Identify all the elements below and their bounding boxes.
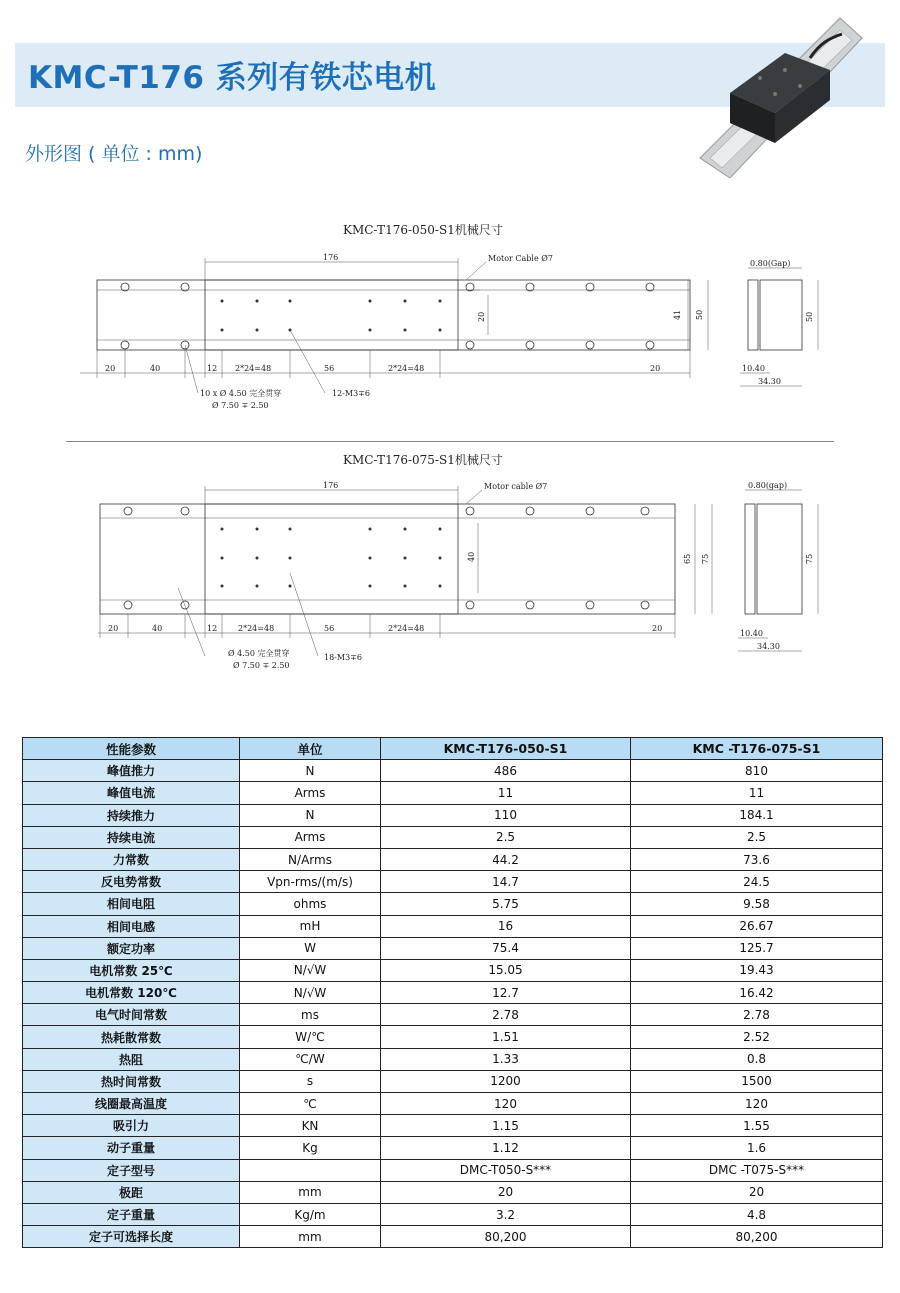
- svg-text:75: 75: [701, 553, 710, 564]
- value-050-cell: 11: [381, 782, 631, 804]
- value-050-cell: 1.51: [381, 1026, 631, 1048]
- drawing-2-stator-outline: [100, 504, 675, 614]
- header-model-050: KMC-T176-050-S1: [381, 738, 631, 760]
- drawing-2-length-dim: 176: [323, 481, 339, 490]
- table-row: [23, 1048, 883, 1070]
- table-row: [23, 826, 883, 848]
- value-050-cell: 1.33: [381, 1048, 631, 1070]
- header-unit: 单位: [240, 738, 381, 760]
- svg-text:10.40: 10.40: [740, 629, 763, 638]
- unit-cell: ℃/W: [240, 1048, 381, 1070]
- value-050-cell: 486: [381, 760, 631, 782]
- param-cell: 持续推力: [23, 804, 240, 826]
- svg-text:12: 12: [207, 364, 218, 373]
- value-050-cell: 3.2: [381, 1203, 631, 1225]
- unit-cell: Vpn-rms/(m/s): [240, 871, 381, 893]
- svg-text:2*24=48: 2*24=48: [388, 624, 425, 633]
- value-050-cell: 2.5: [381, 826, 631, 848]
- svg-text:20: 20: [108, 624, 119, 633]
- table-row: [23, 782, 883, 804]
- drawing-1: [0, 250, 900, 420]
- table-row: [23, 959, 883, 981]
- param-cell: 动子重量: [23, 1137, 240, 1159]
- table-row: [23, 1181, 883, 1203]
- svg-text:56: 56: [324, 624, 335, 633]
- drawing-1-thread-callout: 12-M3∓6: [332, 389, 370, 398]
- unit-cell: Arms: [240, 782, 381, 804]
- drawing-2-thread-holes: [221, 528, 442, 588]
- value-050-cell: 1.12: [381, 1137, 631, 1159]
- page-title: KMC-T176 系列有铁芯电机: [28, 60, 437, 96]
- unit-cell: N/Arms: [240, 848, 381, 870]
- value-075-cell: 1500: [631, 1070, 883, 1092]
- svg-text:2*24=48: 2*24=48: [235, 364, 272, 373]
- value-050-cell: 110: [381, 804, 631, 826]
- linear-motor-product-image: [690, 8, 870, 178]
- drawing-2-title: KMC-T176-075-S1机械尺寸: [343, 453, 503, 467]
- value-050-cell: 1.15: [381, 1115, 631, 1137]
- unit-cell: ohms: [240, 893, 381, 915]
- unit-cell: [240, 1159, 381, 1181]
- value-050-cell: 20: [381, 1181, 631, 1203]
- unit-cell: N/√W: [240, 982, 381, 1004]
- value-050-cell: 120: [381, 1093, 631, 1115]
- section-divider: [66, 441, 834, 442]
- unit-cell: N: [240, 804, 381, 826]
- table-row: [23, 871, 883, 893]
- drawing-2-mover-outline: [205, 504, 458, 614]
- svg-text:65: 65: [683, 553, 692, 564]
- value-050-cell: 14.7: [381, 871, 631, 893]
- drawing-1-cable-label: Motor Cable Ø7: [488, 254, 553, 263]
- value-075-cell: 2.78: [631, 1004, 883, 1026]
- param-cell: 定子重量: [23, 1203, 240, 1225]
- table-row: [23, 1026, 883, 1048]
- svg-text:34.30: 34.30: [757, 642, 780, 651]
- param-cell: 相间电感: [23, 915, 240, 937]
- param-cell: 峰值推力: [23, 760, 240, 782]
- spec-table: [22, 737, 883, 1248]
- unit-cell: mm: [240, 1226, 381, 1248]
- param-cell: 热时间常数: [23, 1070, 240, 1092]
- param-cell: 力常数: [23, 848, 240, 870]
- value-050-cell: 75.4: [381, 937, 631, 959]
- param-cell: 峰值电流: [23, 782, 240, 804]
- table-row: [23, 1004, 883, 1026]
- unit-cell: mm: [240, 1181, 381, 1203]
- value-050-cell: 15.05: [381, 959, 631, 981]
- unit-cell: Kg/m: [240, 1203, 381, 1225]
- drawing-2-hole-callout: Ø 4.50 完全贯穿: [228, 649, 290, 658]
- value-075-cell: 80,200: [631, 1226, 883, 1248]
- param-cell: 热耗散常数: [23, 1026, 240, 1048]
- param-cell: 吸引力: [23, 1115, 240, 1137]
- param-cell: 定子可选择长度: [23, 1226, 240, 1248]
- table-header-row: [23, 738, 883, 760]
- table-row: [23, 1093, 883, 1115]
- unit-cell: W: [240, 937, 381, 959]
- param-cell: 反电势常数: [23, 871, 240, 893]
- unit-cell: ℃: [240, 1093, 381, 1115]
- unit-cell: Arms: [240, 826, 381, 848]
- drawing-1-title: KMC-T176-050-S1机械尺寸: [343, 223, 503, 237]
- param-cell: 额定功率: [23, 937, 240, 959]
- table-row: [23, 915, 883, 937]
- value-075-cell: 26.67: [631, 915, 883, 937]
- value-050-cell: 16: [381, 915, 631, 937]
- value-050-cell: 1200: [381, 1070, 631, 1092]
- value-050-cell: 12.7: [381, 982, 631, 1004]
- unit-cell: s: [240, 1070, 381, 1092]
- drawing-1-counterbore-callout: Ø 7.50 ∓ 2.50: [212, 401, 269, 410]
- table-row: [23, 982, 883, 1004]
- svg-text:40: 40: [467, 551, 476, 562]
- svg-text:2*24=48: 2*24=48: [388, 364, 425, 373]
- drawing-2-mounting-holes: [124, 507, 649, 609]
- table-row: [23, 1203, 883, 1225]
- unit-cell: Kg: [240, 1137, 381, 1159]
- drawing-1-mover-outline: [205, 280, 458, 350]
- table-row: [23, 937, 883, 959]
- param-cell: 电机常数 25℃: [23, 959, 240, 981]
- table-row: [23, 893, 883, 915]
- drawing-1-mounting-holes: [121, 283, 654, 349]
- table-row: [23, 1070, 883, 1092]
- drawing-1-gap-label: 0.80(Gap): [750, 259, 791, 268]
- svg-text:20: 20: [652, 624, 663, 633]
- drawing-2: [0, 478, 900, 678]
- svg-text:50: 50: [805, 311, 814, 322]
- header-model-075: KMC -T176-075-S1: [631, 738, 883, 760]
- drawing-1-thread-holes: [221, 300, 442, 332]
- table-row: [23, 804, 883, 826]
- table-row: [23, 848, 883, 870]
- value-075-cell: 16.42: [631, 982, 883, 1004]
- header-param: 性能参数: [23, 738, 240, 760]
- value-075-cell: 20: [631, 1181, 883, 1203]
- value-075-cell: 73.6: [631, 848, 883, 870]
- drawing-2-gap-label: 0.80(gap): [748, 481, 788, 490]
- svg-text:41: 41: [673, 309, 682, 320]
- svg-text:20: 20: [650, 364, 661, 373]
- param-cell: 相间电阻: [23, 893, 240, 915]
- drawing-2-counterbore-callout: Ø 7.50 ∓ 2.50: [233, 661, 290, 670]
- param-cell: 线圈最高温度: [23, 1093, 240, 1115]
- table-row: [23, 1137, 883, 1159]
- svg-text:40: 40: [152, 624, 163, 633]
- svg-text:10.40: 10.40: [742, 364, 765, 373]
- unit-cell: mH: [240, 915, 381, 937]
- svg-text:56: 56: [324, 364, 335, 373]
- param-cell: 电机常数 120℃: [23, 982, 240, 1004]
- svg-text:34.30: 34.30: [758, 377, 781, 386]
- table-row: [23, 760, 883, 782]
- value-075-cell: 19.43: [631, 959, 883, 981]
- drawing-2-cable-label: Motor cable Ø7: [484, 482, 548, 491]
- value-075-cell: 810: [631, 760, 883, 782]
- param-cell: 持续电流: [23, 826, 240, 848]
- svg-text:20: 20: [477, 311, 486, 322]
- drawing-1-length-dim: 176: [323, 253, 339, 262]
- value-075-cell: 9.58: [631, 893, 883, 915]
- svg-text:20: 20: [105, 364, 116, 373]
- unit-cell: W/℃: [240, 1026, 381, 1048]
- value-075-cell: 1.55: [631, 1115, 883, 1137]
- table-row: [23, 1115, 883, 1137]
- svg-text:12: 12: [207, 624, 218, 633]
- value-075-cell: 120: [631, 1093, 883, 1115]
- unit-cell: KN: [240, 1115, 381, 1137]
- drawing-2-thread-callout: 18-M3∓6: [324, 653, 362, 662]
- value-050-cell: DMC-T050-S***: [381, 1159, 631, 1181]
- drawing-1-bottom-dims: [105, 364, 660, 373]
- drawing-1-hole-callout: 10 x Ø 4.50 完全贯穿: [200, 389, 282, 398]
- drawing-2-bottom-dims: [108, 624, 662, 633]
- value-075-cell: 2.52: [631, 1026, 883, 1048]
- table-row: [23, 1159, 883, 1181]
- value-075-cell: 4.8: [631, 1203, 883, 1225]
- param-cell: 极距: [23, 1181, 240, 1203]
- value-075-cell: DMC -T075-S***: [631, 1159, 883, 1181]
- svg-text:50: 50: [695, 309, 704, 320]
- value-075-cell: 11: [631, 782, 883, 804]
- value-075-cell: 184.1: [631, 804, 883, 826]
- value-075-cell: 2.5: [631, 826, 883, 848]
- value-075-cell: 125.7: [631, 937, 883, 959]
- unit-cell: ms: [240, 1004, 381, 1026]
- param-cell: 电气时间常数: [23, 1004, 240, 1026]
- param-cell: 热阻: [23, 1048, 240, 1070]
- param-cell: 定子型号: [23, 1159, 240, 1181]
- value-075-cell: 1.6: [631, 1137, 883, 1159]
- svg-text:40: 40: [150, 364, 161, 373]
- unit-cell: N: [240, 760, 381, 782]
- unit-cell: N/√W: [240, 959, 381, 981]
- value-050-cell: 2.78: [381, 1004, 631, 1026]
- value-050-cell: 44.2: [381, 848, 631, 870]
- svg-text:75: 75: [805, 553, 814, 564]
- spec-table-body: [23, 760, 883, 1248]
- svg-text:2*24=48: 2*24=48: [238, 624, 275, 633]
- value-050-cell: 80,200: [381, 1226, 631, 1248]
- value-050-cell: 5.75: [381, 893, 631, 915]
- value-075-cell: 0.8: [631, 1048, 883, 1070]
- page-subtitle: 外形图 ( 单位 : mm): [25, 143, 203, 165]
- value-075-cell: 24.5: [631, 871, 883, 893]
- table-row: [23, 1226, 883, 1248]
